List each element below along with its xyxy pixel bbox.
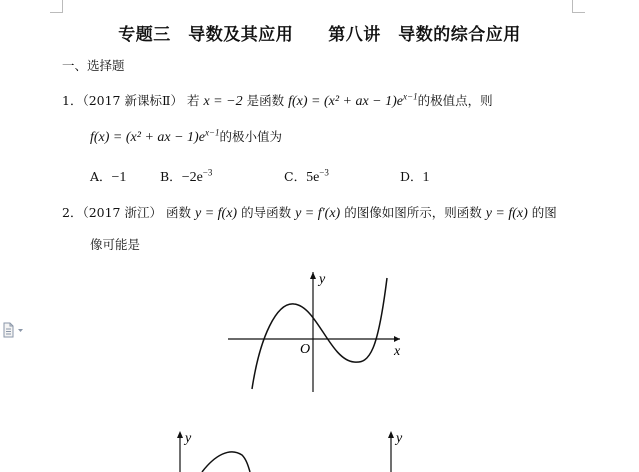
question-text: 的极小值为 xyxy=(219,129,283,144)
math-function: y = f(x) xyxy=(194,206,238,221)
question-text: 的极值点，则 xyxy=(417,93,493,108)
question-text: 函数 xyxy=(165,205,191,220)
question-number: 2． xyxy=(62,205,83,220)
crop-mark-top-right xyxy=(572,0,573,12)
question-source: （2017 浙江） xyxy=(82,205,162,220)
answer-a-y-label: y xyxy=(185,431,192,446)
option-a[interactable]: A．−1 xyxy=(90,169,127,185)
crop-mark-top-left-h xyxy=(50,12,63,13)
question-text: 的图像如图所示，则函数 xyxy=(344,205,482,220)
question-text: 的导函数 xyxy=(241,205,292,220)
answer-graph-a xyxy=(160,425,270,472)
question-1-line-1 xyxy=(62,91,493,110)
math-derivative: y = f′(x) xyxy=(295,206,341,221)
crop-mark-top-right-h xyxy=(572,12,585,13)
derivative-graph-figure xyxy=(222,262,412,397)
math-function: y = f(x) xyxy=(485,206,528,221)
math-function: f(x) = (x² + ax − $1)e^{x-1}$ xyxy=(90,127,220,145)
figure-y-label: y xyxy=(319,272,326,287)
math-function: f(x) = (x² + ax − $1)e^{x-1}$ xyxy=(288,91,418,109)
document-icon[interactable] xyxy=(2,322,24,338)
math-condition: x = −2 xyxy=(203,94,243,109)
question-1-line-2 xyxy=(90,127,282,146)
answer-b-arrow-icon xyxy=(388,431,394,438)
dropdown-arrow-icon[interactable] xyxy=(18,329,23,332)
derivative-curve xyxy=(252,278,387,389)
section-heading: 一、选择题 xyxy=(62,58,125,73)
question-text: 是函数 xyxy=(246,93,285,108)
figure-x-label: x xyxy=(394,344,401,359)
answer-a-curve xyxy=(202,452,250,472)
option-b[interactable]: B．$-2e^{-3}$ xyxy=(160,167,213,185)
option-d[interactable]: D．1 xyxy=(400,169,430,185)
figure-origin-label: O xyxy=(300,342,311,357)
question-text: 的图 xyxy=(531,205,557,220)
question-2-line-2: 像可能是 xyxy=(90,237,141,252)
answer-b-y-label: y xyxy=(396,431,403,446)
question-2-line-1 xyxy=(62,203,557,222)
answer-a-arrow-icon xyxy=(177,431,183,438)
option-c[interactable]: C．$5e^{-3}$ xyxy=(284,167,329,185)
crop-mark-top-left xyxy=(62,0,63,12)
document-title: 专题三 导数及其应用 第八讲 导数的综合应用 xyxy=(118,25,521,45)
question-number: 1． xyxy=(62,93,83,108)
question-source: （2017 新课标Ⅱ） xyxy=(82,93,183,108)
x-axis-arrow-icon xyxy=(394,336,400,342)
answer-graph-b xyxy=(375,425,425,472)
y-axis-arrow-icon xyxy=(310,272,316,279)
question-text: 若 xyxy=(186,93,200,108)
